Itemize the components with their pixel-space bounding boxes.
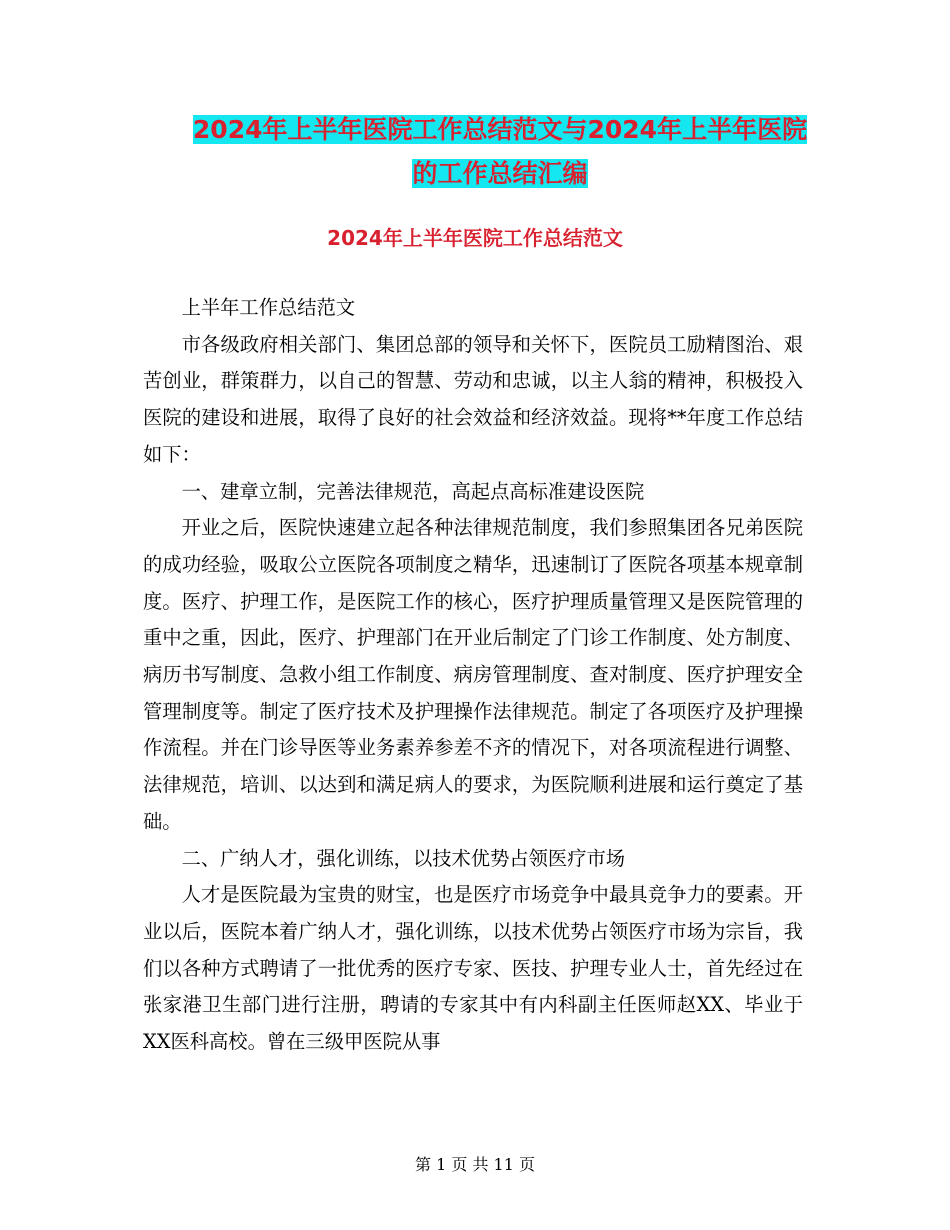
paragraph: 上半年工作总结范文 — [181, 296, 356, 319]
paragraph-heading: 一、建章立制，完善法律规范，高起点高标准建设医院 — [181, 479, 645, 503]
paragraph: 开业之后，医院快速建立起各种法律规范制度，我们参照集团各兄弟医院的成功经验，吸取公立医院各项制度之精华，迅速制订了医院各项基本规章制度。医疗、护理工作，是医院工作的核心，医疗护理质量管理又是医院管理的重中之重，因此，医疗、护理部门在开业后制定了门诊工作制度、处方制度、病历书写制度、急救小组工作制度、病房管理制度、查对制度、医疗护理安全管理制度等。制定了医疗技术及护理操作法律规范。制定了各项医疗及护理操作流程。并在门诊导医等业务素养参差不齐的情况下，对各项流程进行调整、法律规范，培训、以达到和满足病人的要求，为医院顺利进展和运行奠定了基础。 — [143, 516, 803, 833]
paragraph: 人才是医院最为宝贵的财宝，也是医疗市场竞争中最具竞争力的要素。开业以后，医院本着广纳人才，强化训练，以技术优势占领医疗市场为宗旨，我们以各种方式聘请了一批优秀的医疗专家、医技、护理专业人士，首先经过在张家港卫生部门进行注册，聘请的专家其中有内科副主任医师赵XX、毕业于XX医科高校。曾在三级甲医院从事 — [143, 883, 803, 1054]
paragraph-heading: 二、广纳人才，强化训练，以技术优势占领医疗市场 — [181, 846, 626, 870]
document-body — [143, 290, 803, 1061]
paragraph: 市各级政府相关部门、集团总部的领导和关怀下，医院员工励精图治、艰苦创业，群策群力，以自己的智慧、劳动和忠诚，以主人翁的精神，积极投入医院的建设和进展，取得了良好的社会效益和经济效益。现将**年度工作总结如下： — [143, 332, 803, 466]
section-title: 2024年上半年医院工作总结范文 — [327, 226, 623, 250]
document-title-line-2: 的工作总结汇编 — [412, 159, 588, 188]
document-title-line-1: 2024年上半年医院工作总结范文与2024年上半年医院 — [192, 115, 808, 144]
document-title — [140, 108, 860, 196]
page-footer: 第 1 页 共 11 页 — [415, 1155, 535, 1174]
